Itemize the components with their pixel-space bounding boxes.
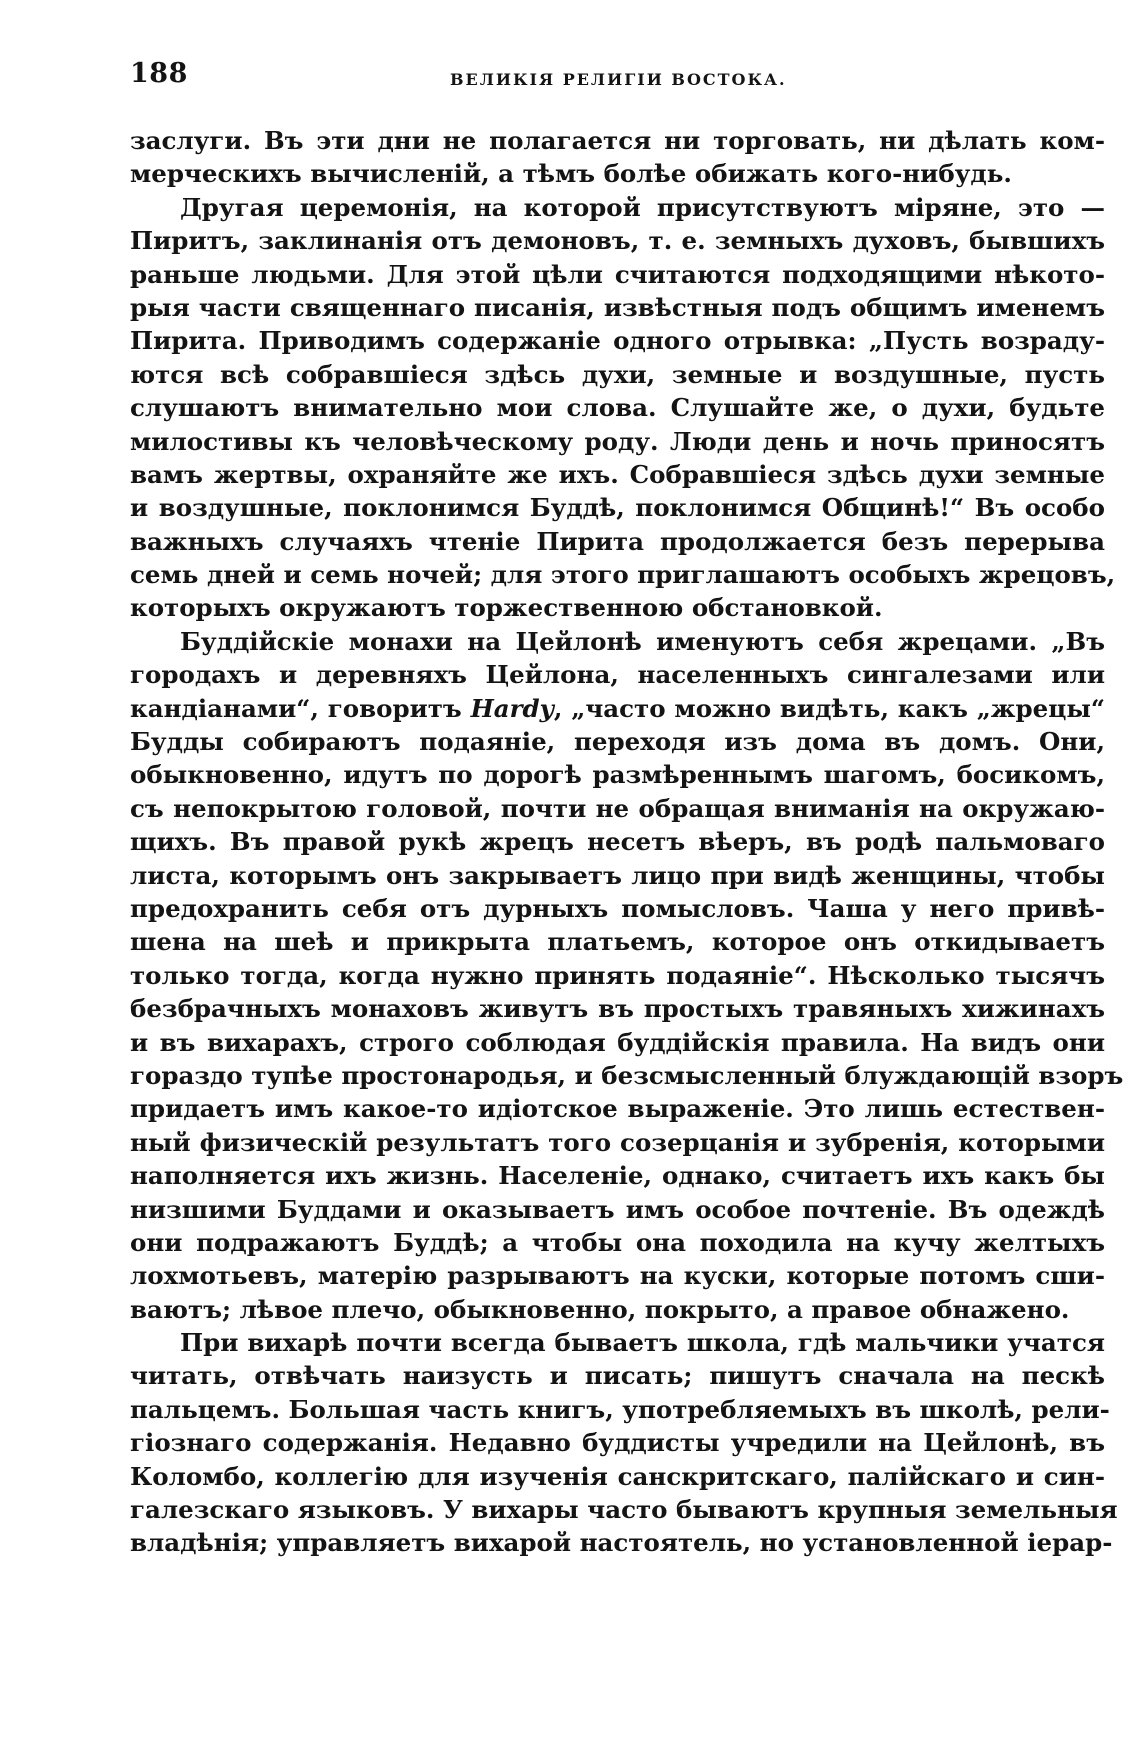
text-line: придаетъ имъ какое-то идіотское выраженіе. Это лишь естествен- [130,1094,1105,1124]
text-line: ются всѣ собравшіеся здѣсь духи, земные и воздушные, пусть [130,359,1105,389]
text-line: рыя части священнаго писанія, извѣстныя подъ общимъ именемъ [130,292,1105,322]
text-line: низшими Буддами и оказываетъ имъ особое почтеніе. Въ одеждѣ [130,1194,1105,1224]
text-line: Другая церемонія, на которой присутствуютъ міряне, это — [180,192,1105,222]
text-line: ваютъ; лѣвое плечо, обыкновенно, покрыто, а правое обнажено. [130,1294,1070,1324]
running-title: ВЕЛИКІЯ РЕЛИГІИ ВОСТОКА. [450,70,787,89]
text-line: гораздо тупѣе простонародья, и безсмысленный блуждающій взоръ [130,1060,1124,1090]
text-line: Пирита. Приводимъ содержаніе одного отрывка: „Пусть возраду- [130,326,1105,356]
text-line: предохранить себя отъ дурныхъ помысловъ. Чаша у него привѣ- [130,893,1105,923]
text-line: съ непокрытою головой, почти не обращая вниманія на окружаю- [130,793,1105,823]
text-line: кандіанами“, говоритъ Hardy, „часто можно видѣть, какъ „жрецы“ [130,693,1105,723]
text-line: листа, которымъ онъ закрываетъ лицо при видѣ женщины, чтобы [130,860,1105,890]
text-line: Пиритъ, заклинанія отъ демоновъ, т. е. земныхъ духовъ, бывшихъ [130,226,1105,256]
text-line: лохмотьевъ, матерію разрываютъ на куски, которые потомъ сши- [130,1261,1105,1291]
text-line: пальцемъ. Большая часть книгъ, употребляемыхъ въ школѣ, рели- [130,1394,1110,1424]
text-line: безбрачныхъ монаховъ живутъ въ простыхъ травяныхъ хижинахъ [130,994,1105,1024]
text-line: гіознаго содержанія. Недавно буддисты учредили на Цейлонѣ, въ [130,1428,1105,1458]
book-page [130,50,1124,1560]
text-line: Коломбо, коллегію для изученія санскритскаго, палійскаго и син- [130,1461,1105,1491]
text-line: семь дней и семь ночей; для этого приглашаютъ особыхъ жрецовъ, [130,560,1116,590]
text-line: ный физическій результатъ того созерцанія и зубренія, которыми [130,1127,1105,1157]
text-line: городахъ и деревняхъ Цейлона, населенныхъ сингалезами или [130,660,1105,690]
text-line: и воздушные, поклонимся Буддѣ, поклонимся Общинѣ!“ Въ особо [130,493,1105,523]
text-line: Буддійскіе монахи на Цейлонѣ именуютъ себя жрецами. „Въ [180,626,1105,656]
text-line: мерческихъ вычисленій, а тѣмъ болѣе обижать кого-нибудь. [130,159,1012,189]
page-number: 188 [130,58,188,89]
text-line: слушаютъ внимательно мои слова. Слушайте же, о духи, будьте [130,393,1105,423]
text-line: и въ вихарахъ, строго соблюдая буддійскія правила. На видъ они [130,1027,1105,1057]
text-line: При вихарѣ почти всегда бываетъ школа, гдѣ мальчики учатся [180,1328,1105,1358]
text-line: вамъ жертвы, охраняйте же ихъ. Собравшіеся здѣсь духи земные [130,459,1105,489]
text-line: они подражаютъ Буддѣ; а чтобы она походила на кучу желтыхъ [130,1227,1105,1257]
text-line: милостивы къ человѣческому роду. Люди день и ночь приносятъ [130,426,1105,456]
body-text [130,124,1124,1560]
text-line: галезскаго языковъ. У вихары часто бываютъ крупныя земельныя [130,1495,1118,1525]
text-line: только тогда, когда нужно принять подаяніе“. Нѣсколько тысячъ [130,960,1105,990]
running-head [130,50,1105,102]
text-line: важныхъ случаяхъ чтеніе Пирита продолжается безъ перерыва [130,526,1105,556]
text-line: обыкновенно, идутъ по дорогѣ размѣреннымъ шагомъ, босикомъ, [130,760,1105,790]
text-line: Будды собираютъ подаяніе, переходя изъ дома въ домъ. Они, [130,727,1105,757]
text-line: которыхъ окружаютъ торжественною обстановкой. [130,593,883,623]
text-line: владѣнія; управляетъ вихарой настоятель, но установленной іерар- [130,1528,1113,1558]
text-line: наполняется ихъ жизнь. Населеніе, однако, считаетъ ихъ какъ бы [130,1161,1105,1191]
text-line: раньше людьми. Для этой цѣли считаются подходящими нѣкото- [130,259,1105,289]
text-line: шена на шеѣ и прикрыта платьемъ, которое онъ откидываетъ [130,927,1105,957]
text-line: щихъ. Въ правой рукѣ жрецъ несетъ вѣеръ, въ родѣ пальмоваго [130,827,1105,857]
text-line: заслуги. Въ эти дни не полагается ни торговать, ни дѣлать ком- [130,126,1105,155]
author-name: Hardy [470,693,554,723]
text-line: читать, отвѣчать наизусть и писать; пишутъ сначала на пескѣ [130,1361,1105,1391]
